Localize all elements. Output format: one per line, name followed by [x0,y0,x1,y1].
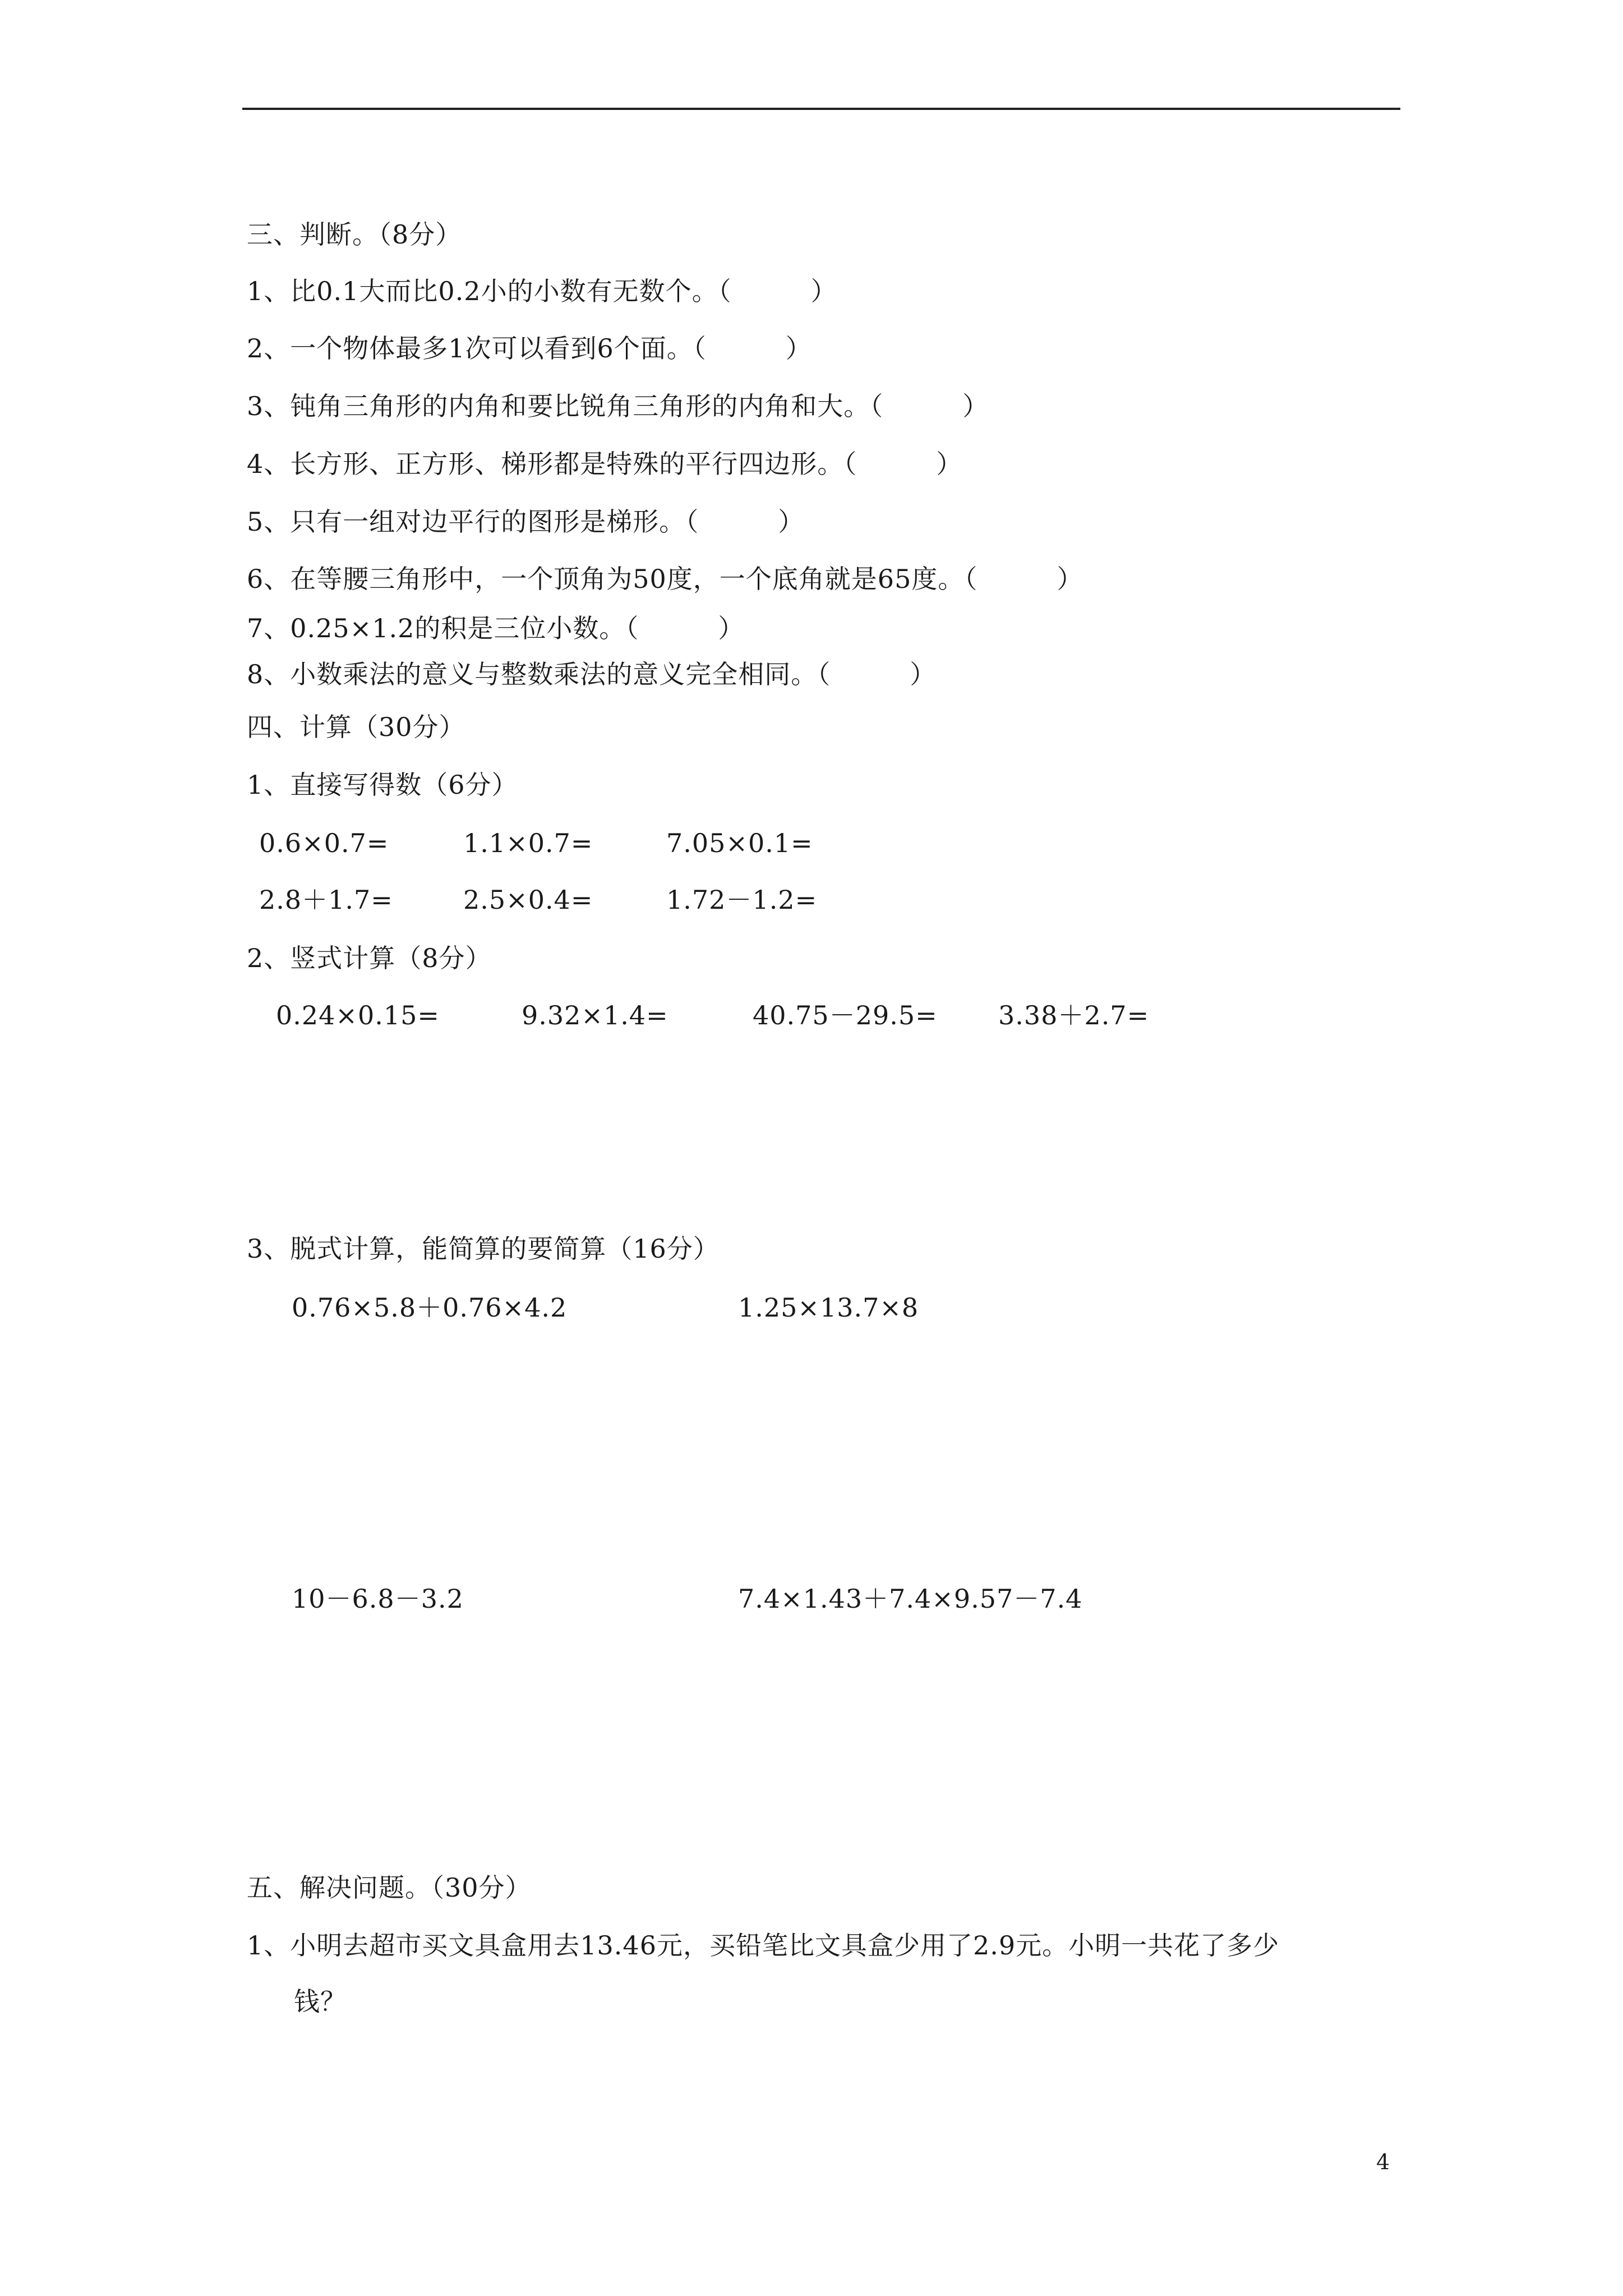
judge-item-3: 3、钝角三角形的内角和要比锐角三角形的内角和大。（ ） [247,391,989,421]
calc-vertical-title: 2、竖式计算（8分） [247,943,492,973]
direct-expr: 2.8＋1.7= [259,885,393,915]
judge-item-8: 8、小数乘法的意义与整数乘法的意义完全相同。（ ） [247,659,937,689]
judge-item-2: 2、一个物体最多1次可以看到6个面。（ ） [247,333,812,364]
stepwise-expr: 1.25×13.7×8 [738,1292,919,1323]
stepwise-expr: 0.76×5.8＋0.76×4.2 [292,1292,568,1323]
vertical-expr: 3.38＋2.7= [998,1000,1150,1030]
vertical-expr: 9.32×1.4= [522,1000,668,1030]
problem-1-line-2: 钱？ [294,1986,347,2017]
section-calc-title: 四、计算（30分） [247,712,465,742]
direct-expr: 7.05×0.1= [666,828,813,858]
stepwise-expr: 7.4×1.43＋7.4×9.57－7.4 [738,1584,1083,1614]
calc-stepwise-title: 3、脱式计算，能简算的要简算（16分） [247,1234,720,1264]
judge-item-5: 5、只有一组对边平行的图形是梯形。（ ） [247,507,805,537]
calc-direct-title: 1、直接写得数（6分） [247,770,518,800]
page-number: 4 [1376,2150,1390,2174]
stepwise-expr: 10－6.8－3.2 [292,1584,464,1614]
direct-expr: 2.5×0.4= [463,885,593,915]
judge-item-7: 7、0.25×1.2的积是三位小数。（ ） [247,613,745,643]
section-problems-title: 五、解决问题。（30分） [247,1872,532,1903]
judge-item-6: 6、在等腰三角形中，一个顶角为50度，一个底角就是65度。（ ） [247,564,1083,594]
direct-expr: 0.6×0.7= [259,828,389,858]
vertical-expr: 40.75－29.5= [753,1000,938,1030]
direct-expr: 1.72－1.2= [666,885,818,915]
vertical-expr: 0.24×0.15= [276,1000,440,1030]
judge-item-4: 4、长方形、正方形、梯形都是特殊的平行四边形。（ ） [247,449,963,479]
section-judge-title: 三、判断。（8分） [247,219,462,250]
problem-1-line-1: 1、小明去超市买文具盒用去13.46元，买铅笔比文具盒少用了2.9元。小明一共花了多少 [247,1930,1280,1961]
header-rule [242,108,1400,110]
direct-expr: 1.1×0.7= [463,828,593,858]
judge-item-1: 1、比0.1大而比0.2小的小数有无数个。（ ） [247,276,837,306]
